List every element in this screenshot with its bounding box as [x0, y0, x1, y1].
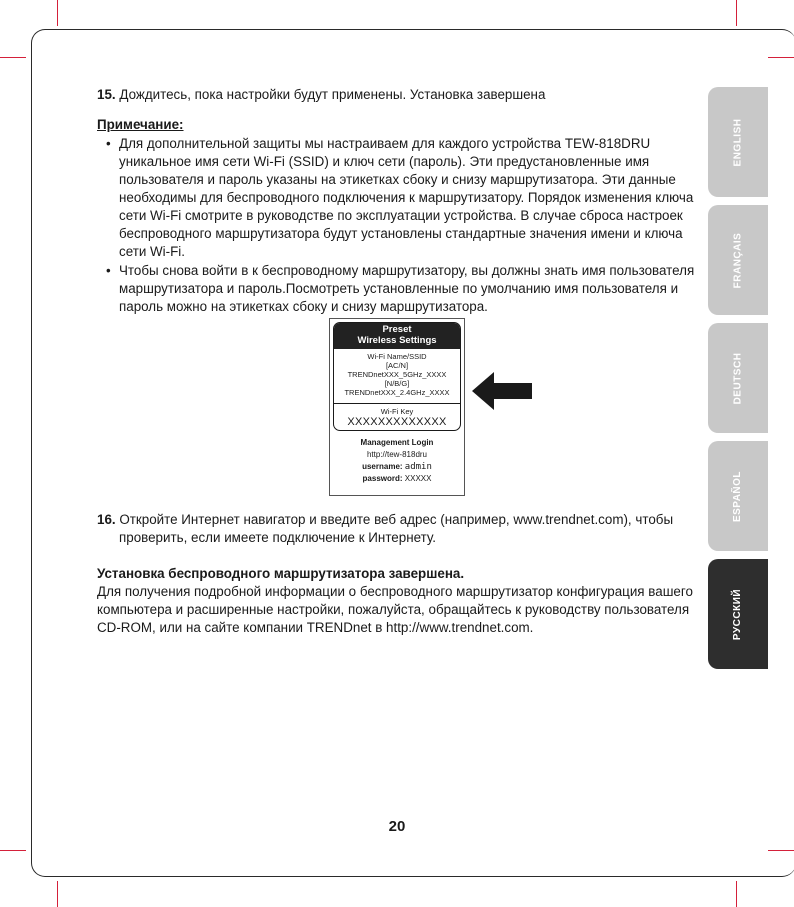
completion-line: компьютера и расширенные настройки, пожалуйста, обращайтесь к руководству пользователя [97, 602, 690, 617]
tab-label: РУССКИЙ [732, 588, 744, 640]
mgmt-url: http://tew-818dru [366, 450, 428, 459]
bullet-line: уникальное имя сети Wi-Fi (SSID) и ключ сети (пароль). Эти предустановленные имя [119, 154, 650, 169]
ssid-band: [N/B/G] [384, 379, 410, 388]
bullet-line: Чтобы снова войти в к беспроводному маршрутизатору, вы должны знать имя пользователя [119, 263, 695, 278]
bullet-dot: • [106, 263, 111, 278]
note-bullet [97, 262, 697, 316]
username-row [330, 461, 464, 473]
tab-francais[interactable] [708, 205, 768, 315]
tab-label: ESPAÑOL [732, 470, 744, 522]
bullet-line: сети Wi-Fi. [119, 244, 185, 259]
ssid-value: TRENDnetXXX_5GHz_XXXX [347, 370, 447, 379]
step-number: 16. [97, 512, 116, 527]
ssid-title: Wi-Fi Name/SSID [367, 352, 427, 361]
wifi-key-value: XXXXXXXXXXXXX [347, 415, 447, 428]
ssid-section [334, 349, 460, 397]
note-bullet [97, 135, 697, 261]
password-value: XXXXX [404, 474, 432, 483]
crop-mark [0, 57, 26, 58]
completion-line: CD-ROM, или на сайте компании TRENDnet в http://www.trendnet.com. [97, 620, 534, 635]
bullet-line: пароль можно на этикетках сбоку и снизу маршрутизатора. [119, 299, 488, 314]
wifi-key-section [334, 403, 460, 427]
wifi-key-title: Wi-Fi Key [380, 407, 414, 416]
crop-mark [57, 0, 58, 26]
step-text: проверить, если имеете подключение к Интернету. [119, 530, 436, 545]
tab-deutsch[interactable] [708, 323, 768, 433]
preset-settings-panel [333, 322, 461, 431]
crop-mark [736, 881, 737, 907]
tab-label: ENGLISH [732, 118, 744, 166]
password-row [330, 473, 464, 485]
step-text: Дождитесь, пока настройки будут применены. Установка завершена [119, 87, 546, 102]
bullet-line: сети Wi-Fi смотрите в руководстве по эксплуатации устройства. В случае сброса настроек [119, 208, 683, 223]
username-value: admin [404, 462, 432, 472]
completion-heading: Установка беспроводного маршрутизатора завершена. [97, 566, 465, 581]
tab-russian[interactable] [708, 559, 768, 669]
page-number: 20 [388, 818, 406, 835]
bullet-dot: • [106, 136, 111, 151]
note-heading: Примечание: [97, 117, 184, 132]
label-header-line: Wireless Settings [357, 335, 437, 346]
step-15 [97, 86, 697, 104]
management-login-section [330, 437, 464, 485]
bullet-line: пользователя и пароль указаны на этикетках сбоку и снизу маршрутизатора. Эти данные [119, 172, 676, 187]
ssid-band: [AC/N] [385, 361, 409, 370]
crop-mark [0, 850, 26, 851]
bullet-line: необходимы для беспроводного подключения к маршрутизатору. Порядок изменения ключа [119, 190, 694, 205]
step-16 [97, 511, 717, 547]
label-header-line: Preset [382, 324, 412, 335]
username-label: username: [362, 462, 403, 471]
step-text: Откройте Интернет навигатор и введите веб адрес (например, www.trendnet.com), чтобы [119, 512, 674, 527]
crop-mark [736, 0, 737, 26]
tab-espanol[interactable] [708, 441, 768, 551]
tab-label: FRANÇAIS [732, 232, 744, 288]
crop-mark [57, 881, 58, 907]
tab-label: DEUTSCH [732, 352, 744, 404]
pointer-arrow-icon [472, 372, 532, 410]
completion-section [97, 565, 717, 637]
ssid-value: TRENDnetXXX_2.4GHz_XXXX [344, 388, 450, 397]
tab-english[interactable] [708, 87, 768, 197]
router-label-image [329, 318, 465, 496]
bullet-line: беспроводного маршрутизатора будут установлены стандартные значения имени и ключа [119, 226, 683, 241]
main-content [97, 86, 697, 317]
bullet-line: Для дополнительной защиты мы настраиваем для каждого устройства TEW-818DRU [119, 136, 651, 151]
completion-line: Для получения подробной информации о беспроводного маршрутизатор конфигурация вашего [97, 584, 693, 599]
password-label: password: [362, 474, 403, 483]
label-header [334, 323, 460, 349]
bullet-line: маршрутизатора и пароль.Посмотреть установленные по умолчанию имя пользователя и [119, 281, 679, 296]
step-number: 15. [97, 87, 116, 102]
mgmt-title: Management Login [360, 438, 434, 447]
